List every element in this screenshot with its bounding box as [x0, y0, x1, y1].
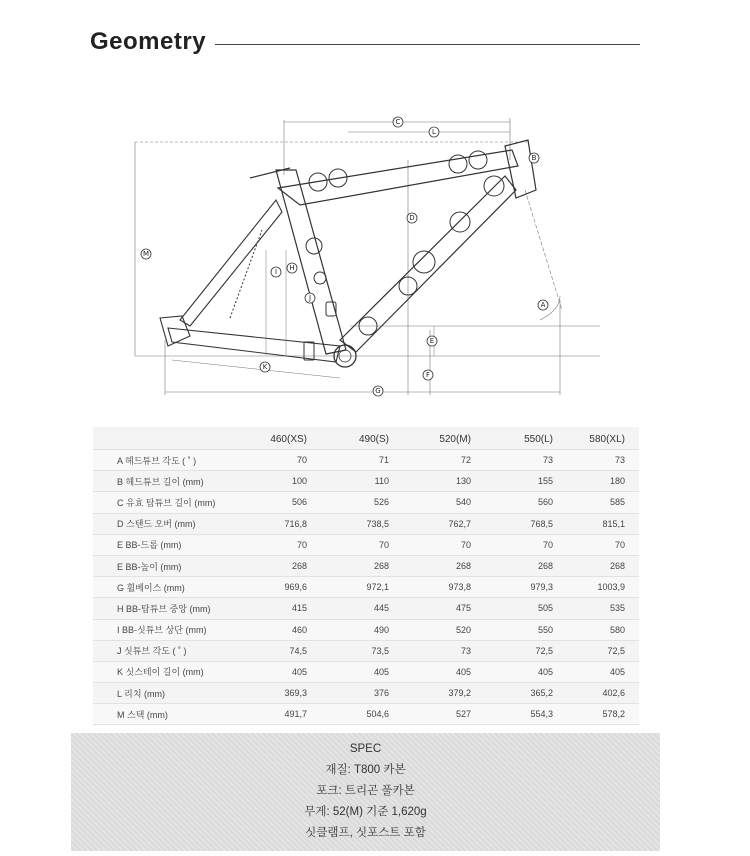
spec-box	[71, 733, 660, 851]
table-cell: 376	[373, 688, 389, 699]
table-row	[93, 471, 639, 492]
table-cell: 405	[455, 666, 471, 677]
table-cell: 506	[291, 497, 307, 508]
table-cell: 402,6	[602, 688, 625, 699]
table-row	[93, 641, 639, 662]
dim-label-k: K	[262, 363, 268, 371]
table-row-label: L 리치 (mm)	[117, 688, 166, 699]
table-cell: 815,1	[602, 518, 625, 529]
table-cell: 365,2	[530, 688, 553, 699]
dim-label-i: I	[274, 268, 278, 276]
table-cell: 268	[455, 561, 471, 572]
table-header-size: 490(S)	[358, 433, 389, 445]
table-cell: 969,6	[284, 582, 307, 593]
table-row	[93, 450, 639, 471]
table-cell: 560	[537, 497, 553, 508]
table-cell: 70	[296, 455, 307, 466]
dim-label-j: J	[308, 294, 312, 302]
spec-line: 싯클램프, 싯포스트 포함	[305, 827, 426, 839]
table-cell: 475	[455, 603, 471, 614]
table-row	[93, 662, 639, 683]
table-cell: 762,7	[448, 518, 471, 529]
table-row	[93, 577, 639, 598]
table-cell: 505	[537, 603, 553, 614]
table-row-label: B 헤드튜브 길이 (mm)	[117, 476, 204, 487]
table-cell: 580	[609, 624, 625, 635]
table-cell: 445	[373, 603, 389, 614]
table-cell: 73	[614, 455, 625, 466]
table-cell: 1003,9	[597, 582, 625, 593]
table-cell: 973,8	[448, 582, 471, 593]
title-divider	[215, 44, 640, 45]
table-row-label: E BB-드롭 (mm)	[117, 540, 182, 551]
table-header-size: 520(M)	[439, 433, 471, 445]
table-row	[93, 556, 639, 577]
dim-label-a: A	[540, 301, 546, 309]
table-row	[93, 598, 639, 619]
table-row	[93, 620, 639, 641]
table-cell: 520	[455, 624, 471, 635]
dim-label-h: H	[289, 264, 295, 272]
table-cell: 73	[542, 455, 553, 466]
table-row-label: E BB-높이 (mm)	[117, 561, 182, 572]
dim-label-d: D	[409, 214, 415, 222]
table-cell: 268	[537, 561, 553, 572]
dim-label-f: F	[425, 371, 431, 379]
table-cell: 540	[455, 497, 471, 508]
table-row	[93, 704, 639, 725]
frame-geometry-diagram	[0, 90, 750, 410]
dim-label-e: E	[429, 337, 435, 345]
table-row-label: C 유효 탑튜브 길이 (mm)	[117, 497, 216, 508]
table-cell: 70	[542, 539, 553, 550]
table-cell: 738,5	[366, 518, 389, 529]
table-row	[93, 514, 639, 535]
table-cell: 972,1	[366, 582, 389, 593]
table-row-label: A 헤드튜브 각도 ( ˚ )	[117, 455, 197, 466]
table-cell: 491,7	[284, 709, 307, 720]
table-cell: 504,6	[366, 709, 389, 720]
dim-label-g: G	[375, 387, 381, 395]
table-header-size: 550(L)	[524, 433, 553, 445]
dim-label-c: C	[395, 118, 401, 126]
table-row-label: I BB-싯튜브 상단 (mm)	[117, 625, 207, 636]
table-cell: 155	[537, 476, 553, 487]
table-cell: 415	[291, 603, 307, 614]
table-cell: 268	[373, 561, 389, 572]
table-cell: 405	[373, 666, 389, 677]
table-header-size: 580(XL)	[589, 433, 625, 445]
table-cell: 72,5	[535, 645, 553, 656]
spec-title: SPEC	[349, 743, 382, 755]
table-cell: 180	[609, 476, 625, 487]
table-cell: 70	[460, 539, 471, 550]
dim-label-m: M	[142, 250, 150, 258]
table-cell: 70	[614, 539, 625, 550]
table-cell: 379,2	[448, 688, 471, 699]
table-header-row	[93, 429, 639, 450]
table-cell: 460	[291, 624, 307, 635]
table-cell: 550	[537, 624, 553, 635]
table-cell: 268	[609, 561, 625, 572]
table-cell: 405	[291, 666, 307, 677]
table-cell: 527	[455, 709, 471, 720]
table-cell: 74,5	[289, 645, 307, 656]
table-cell: 490	[373, 624, 389, 635]
table-cell: 405	[537, 666, 553, 677]
table-cell: 71	[378, 455, 389, 466]
table-row-label: K 싯스테이 길이 (mm)	[117, 667, 204, 678]
table-header-size: 460(XS)	[270, 433, 307, 445]
table-cell: 369,3	[284, 688, 307, 699]
table-row-label: J 싯튜브 각도 ( ˚ )	[117, 646, 187, 657]
table-cell: 100	[291, 476, 307, 487]
table-cell: 268	[291, 561, 307, 572]
table-row	[93, 492, 639, 513]
table-cell: 73,5	[371, 645, 389, 656]
dim-label-b: B	[531, 154, 537, 162]
table-cell: 554,3	[530, 709, 553, 720]
table-row-label: G 휠베이스 (mm)	[117, 582, 185, 593]
table-row-label: M 스택 (mm)	[117, 709, 168, 720]
table-cell: 585	[609, 497, 625, 508]
spec-line: 포크: 트리곤 풀카본	[316, 785, 415, 797]
table-cell: 70	[378, 539, 389, 550]
table-row-label: D 스탠드 오버 (mm)	[117, 519, 196, 530]
table-cell: 72	[460, 455, 471, 466]
table-cell: 716,8	[284, 518, 307, 529]
table-cell: 578,2	[602, 709, 625, 720]
table-cell: 72,5	[607, 645, 625, 656]
table-cell: 535	[609, 603, 625, 614]
page-title: Geometry	[90, 28, 207, 55]
geometry-table	[93, 427, 639, 720]
spec-line: 무게: 52(M) 기준 1,620g	[304, 806, 427, 818]
table-cell: 70	[296, 539, 307, 550]
spec-line: 재질: T800 카본	[325, 764, 406, 776]
table-row	[93, 535, 639, 556]
table-cell: 110	[374, 476, 389, 487]
table-cell: 405	[609, 666, 625, 677]
dim-label-l: L	[432, 128, 436, 136]
table-cell: 130	[455, 476, 471, 487]
table-cell: 526	[373, 497, 389, 508]
table-cell: 768,5	[530, 518, 553, 529]
table-row-label: H BB-탑튜브 중앙 (mm)	[117, 603, 211, 614]
table-cell: 979,3	[530, 582, 553, 593]
table-cell: 73	[460, 645, 471, 656]
table-row	[93, 683, 639, 704]
